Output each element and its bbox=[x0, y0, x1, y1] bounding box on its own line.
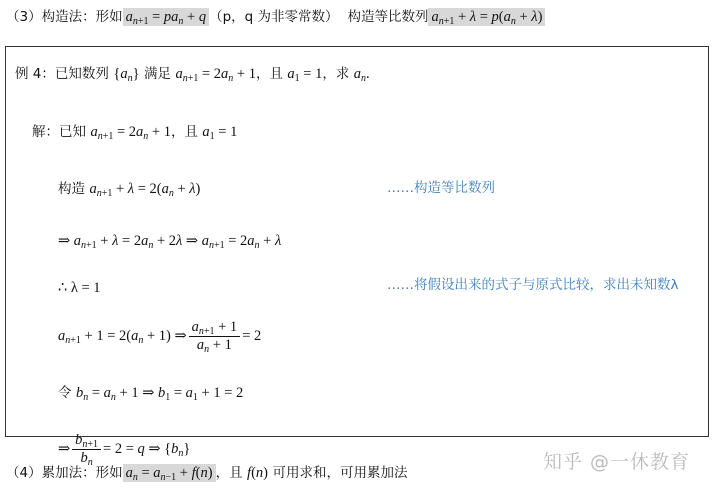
step-2-formula: ⇒ $a_{n+1} + \lambda = 2a_n + 2\lambda$ ⇒ $a_{n+1} = 2a_n + \lambda$ bbox=[58, 233, 282, 251]
example-seq: $\{a_n\}$ bbox=[113, 66, 140, 84]
line-4-formula: $a_n = a_{n-1} + f(n)$ bbox=[123, 464, 216, 482]
line-4-suffix: 可用求和，可用累加法 bbox=[272, 465, 408, 481]
solution-sep: ，且 bbox=[170, 124, 198, 140]
step-5-label: 令 bbox=[58, 385, 72, 401]
example-cond-1: $a_{n+1} = 2a_n + 1$ bbox=[175, 66, 256, 84]
example-sep: ，且 bbox=[255, 66, 283, 82]
step-6-formula: ⇒ $\frac{b_{n+1}}{b_n}$ = 2 = q ⇒ $\{b_n\}$ bbox=[58, 432, 191, 469]
watermark: 知乎 @一休教育 bbox=[543, 451, 691, 473]
solution-line bbox=[32, 122, 237, 142]
step-4-formula: $a_{n+1} + 1 = 2(a_n + 1)$ ⇒ $\frac{a_{n+1} + 1}{a_n + 1}$ = 2 bbox=[58, 319, 262, 356]
solution-label: 解：已知 bbox=[32, 124, 86, 140]
step-1-label: 构造 bbox=[58, 181, 85, 197]
line-4-label: （4）累加法：形如 bbox=[6, 465, 123, 481]
line-4-fn: f(n) bbox=[247, 465, 268, 481]
line-3-formula-2: $a_{n+1} + \lambda = p(a_n + \lambda)$ bbox=[428, 8, 545, 26]
step-3-note: ……将假设出来的式子与原式比较，求出未知数λ bbox=[387, 277, 679, 293]
step-6-fraction: $\frac{b_{n+1}}{b_n}$ bbox=[72, 432, 101, 467]
example-cond-2: $a_1 = 1$ bbox=[287, 66, 323, 84]
step-5-formula: $b_n = a_n + 1$ ⇒ $b_1 = a_1 + 1 = 2$ bbox=[75, 385, 244, 403]
line-4 bbox=[6, 463, 407, 483]
example-satisfy: 满足 bbox=[143, 66, 171, 82]
step-1 bbox=[58, 179, 200, 199]
line-3-label: （3）构造法：形如 bbox=[6, 9, 123, 25]
line-3-condition: （p，q 为非零常数） bbox=[209, 9, 339, 25]
step-3-formula: ∴ λ = 1 bbox=[58, 280, 101, 296]
example-ask: ，求 bbox=[322, 66, 350, 82]
step-1-formula: $a_{n+1} + \lambda = 2(a_n + \lambda)$ bbox=[89, 181, 201, 199]
step-5 bbox=[58, 383, 243, 403]
step-4-fraction: $\frac{a_{n+1} + 1}{a_n + 1}$ bbox=[189, 319, 241, 354]
step-1-note: ……构造等比数列 bbox=[387, 180, 495, 196]
line-3-formula: $a_{n+1} = pa_n + q$ bbox=[123, 8, 210, 26]
solution-cond-2: $a_1 = 1$ bbox=[202, 124, 238, 142]
example-label: 例 4：已知数列 bbox=[15, 66, 109, 82]
line-3 bbox=[6, 7, 545, 27]
line-4-sep: ，且 bbox=[215, 465, 243, 481]
line-3-suffix: 构造等比数列 bbox=[347, 9, 429, 25]
solution-cond-1: $a_{n+1} = 2a_n + 1$ bbox=[90, 124, 171, 142]
example-target: $a_n$ bbox=[353, 66, 367, 84]
example-statement bbox=[15, 64, 370, 84]
example-end: . bbox=[366, 66, 370, 82]
